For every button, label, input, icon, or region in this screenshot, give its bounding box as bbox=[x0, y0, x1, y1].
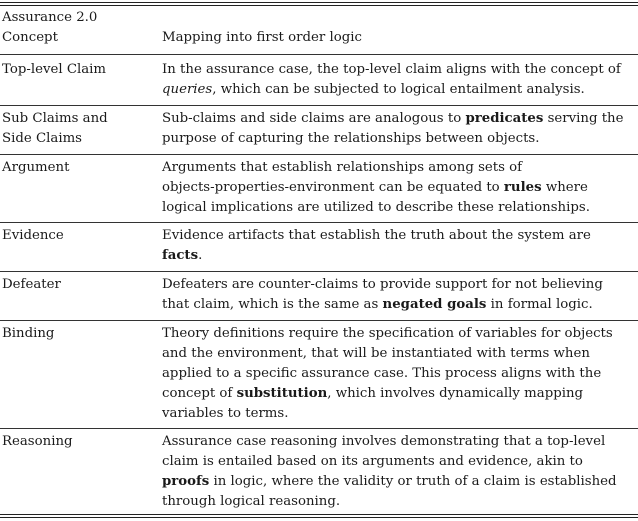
mapping-line bbox=[162, 384, 636, 404]
header-concept-line1: Assurance 2.0 bbox=[2, 10, 98, 25]
logic-term-bold: substitution bbox=[236, 386, 328, 401]
concept-text: Side Claims bbox=[2, 131, 83, 146]
concept-cell bbox=[2, 158, 152, 178]
mapping-line bbox=[162, 178, 636, 198]
logic-term-italic: queries bbox=[162, 82, 213, 97]
mapping-line bbox=[162, 198, 636, 218]
mapping-text: in logic, where the validity or truth of a claim is established bbox=[209, 474, 617, 489]
mapping-cell bbox=[162, 109, 636, 149]
top-rule-inner bbox=[0, 5, 638, 6]
header-mapping-text: Mapping into first order logic bbox=[162, 30, 362, 45]
mapping-text: Assurance case reasoning involves demonstrating that a top-level bbox=[162, 434, 606, 449]
mapping-text: claim is entailed based on its arguments and evidence, akin to bbox=[162, 454, 583, 469]
mapping-text: concept of bbox=[162, 386, 237, 401]
concept-text: Defeater bbox=[2, 277, 61, 292]
mapping-cell bbox=[162, 60, 636, 100]
mapping-text: Arguments that establish relationships among sets of bbox=[162, 160, 523, 175]
concept-cell bbox=[2, 275, 152, 295]
top-rule bbox=[0, 2, 638, 3]
row-divider bbox=[0, 428, 638, 429]
header-concept bbox=[2, 8, 152, 48]
header-rule bbox=[0, 54, 638, 55]
bottom-rule-inner bbox=[0, 517, 638, 518]
mapping-text: Evidence artifacts that establish the truth about the system are bbox=[162, 228, 591, 243]
mapping-text: In the assurance case, the top-level claim aligns with the concept of bbox=[162, 62, 621, 77]
mapping-line bbox=[162, 246, 636, 266]
concept-cell bbox=[2, 226, 152, 246]
mapping-text: objects-properties-environment can be equated to bbox=[162, 180, 504, 195]
concept-cell bbox=[2, 109, 152, 149]
mapping-line bbox=[162, 344, 636, 364]
mapping-text: Sub-claims and side claims are analogous to bbox=[162, 111, 466, 126]
mapping-text: , which can be subjected to logical entailment analysis. bbox=[212, 82, 585, 97]
mapping-text: variables to terms. bbox=[162, 406, 289, 421]
bottom-rule bbox=[0, 514, 638, 515]
mapping-line bbox=[162, 109, 636, 129]
row-divider bbox=[0, 320, 638, 321]
concept-cell bbox=[2, 432, 152, 452]
mapping-text: Defeaters are counter-claims to provide support for not believing bbox=[162, 277, 603, 292]
mapping-line bbox=[162, 404, 636, 424]
concept-cell bbox=[2, 60, 152, 80]
mapping-text: logical implications are utilized to describe these relationships. bbox=[162, 200, 590, 215]
mapping-cell bbox=[162, 275, 636, 315]
mapping-line bbox=[162, 295, 636, 315]
mapping-text: through logical reasoning. bbox=[162, 494, 341, 509]
mapping-line bbox=[162, 275, 636, 295]
mapping-text: , which involves dynamically mapping bbox=[327, 386, 584, 401]
mapping-line bbox=[162, 129, 636, 149]
concept-text: Sub Claims and bbox=[2, 111, 108, 126]
mapping-line bbox=[162, 452, 636, 472]
mapping-text: that claim, which is the same as bbox=[162, 297, 383, 312]
mapping-line bbox=[162, 158, 636, 178]
mapping-line bbox=[162, 226, 636, 246]
mapping-line bbox=[162, 324, 636, 344]
mapping-text: Theory definitions require the specification of variables for objects bbox=[162, 326, 613, 341]
logic-term-bold: proofs bbox=[162, 474, 210, 489]
logic-term-bold: rules bbox=[503, 180, 542, 195]
mapping-line bbox=[162, 60, 636, 80]
row-divider bbox=[0, 222, 638, 223]
row-divider bbox=[0, 154, 638, 155]
logic-term-bold: facts bbox=[162, 248, 199, 263]
concept-text: Evidence bbox=[2, 228, 64, 243]
mapping-text: purpose of capturing the relationships between objects. bbox=[162, 131, 540, 146]
concept-text: Top-level Claim bbox=[2, 62, 107, 77]
mapping-text: and the environment, that will be instantiated with terms when bbox=[162, 346, 590, 361]
concept-text: Reasoning bbox=[2, 434, 73, 449]
mapping-line bbox=[162, 364, 636, 384]
mapping-line bbox=[162, 472, 636, 492]
concept-cell bbox=[2, 324, 152, 344]
mapping-text: . bbox=[198, 248, 203, 263]
concept-text: Binding bbox=[2, 326, 55, 341]
header-mapping bbox=[162, 28, 636, 48]
mapping-cell bbox=[162, 432, 636, 512]
mapping-line bbox=[162, 80, 636, 100]
mapping-text: where bbox=[541, 180, 588, 195]
mapping-cell bbox=[162, 226, 636, 266]
mapping-text: in formal logic. bbox=[486, 297, 593, 312]
concept-text: Argument bbox=[2, 160, 70, 175]
row-divider bbox=[0, 271, 638, 272]
logic-term-bold: negated goals bbox=[382, 297, 487, 312]
mapping-text: applied to a specific assurance case. This process aligns with the bbox=[162, 366, 602, 381]
row-divider bbox=[0, 105, 638, 106]
mapping-text: serving the bbox=[543, 111, 624, 126]
mapping-cell bbox=[162, 158, 636, 218]
mapping-line bbox=[162, 492, 636, 512]
mapping-cell bbox=[162, 324, 636, 424]
header-concept-line2: Concept bbox=[2, 30, 58, 45]
mapping-line bbox=[162, 432, 636, 452]
logic-term-bold: predicates bbox=[465, 111, 544, 126]
